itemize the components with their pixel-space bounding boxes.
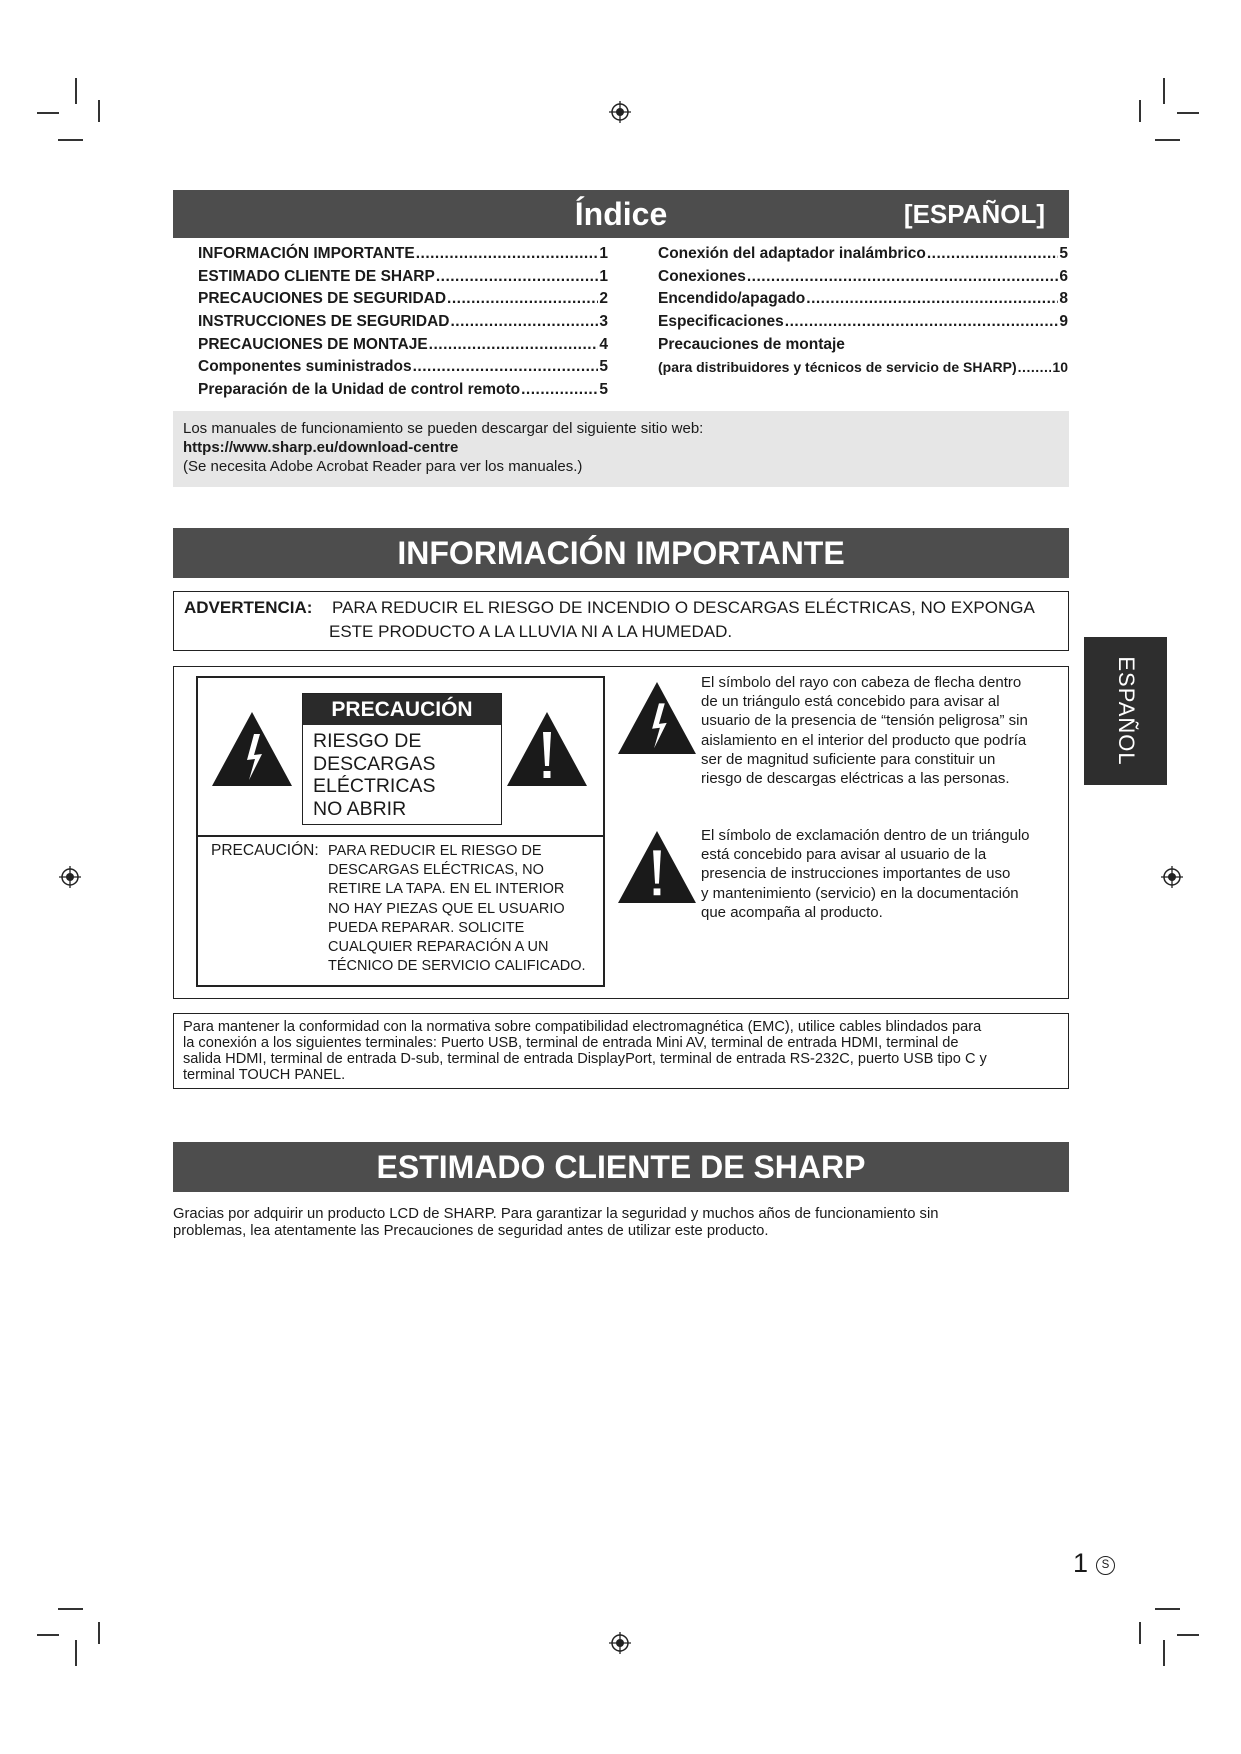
manuals-note-text: (Se necesita Adobe Acrobat Reader para ver los manuales.) xyxy=(183,458,583,475)
crop-mark xyxy=(75,78,77,104)
important-info-banner: INFORMACIÓN IMPORTANTE xyxy=(173,528,1069,578)
toc-item[interactable]: PRECAUCIONES DE MONTAJE ..... 4 xyxy=(198,334,608,357)
crop-mark xyxy=(37,112,59,114)
side-tab-label: ESPAÑOL xyxy=(1113,656,1139,766)
crop-mark xyxy=(1177,112,1199,114)
crop-mark xyxy=(1163,1640,1165,1666)
toc-item[interactable]: Encendido/apagado ..... 8 xyxy=(658,288,1068,311)
exclamation-symbol-icon xyxy=(616,829,698,905)
exclamation-description: El símbolo de exclamación dentro de un triángulo está concebido para avisar al usuario de la presencia de instrucciones importantes de uso y mantenimiento (servicio) en la documentación que acompaña al producto. xyxy=(701,827,1030,921)
crop-mark xyxy=(1177,1634,1199,1636)
warning-label: ADVERTENCIA: xyxy=(184,598,313,617)
page-suffix-badge: S xyxy=(1096,1556,1115,1575)
customer-text: Gracias por adquirir un producto LCD de SHARP. Para garantizar la seguridad y muchos años de funcionamiento sin problemas, lea atentamente las Precauciones de seguridad antes de utilizar este producto. xyxy=(173,1206,939,1239)
divider xyxy=(198,835,603,837)
toc-item[interactable]: Conexiones ..... 6 xyxy=(658,266,1068,289)
toc-item[interactable]: Conexión del adaptador inalámbrico ..... 5 xyxy=(658,243,1068,266)
lightning-description: El símbolo del rayo con cabeza de flecha dentro de un triángulo está concebido para avisar al usuario de la presencia de “tensión peligrosa” sin aislamiento en el interior del producto que podría ser de magnitud suficiente para constituir un riesgo de descargas eléctricas a las personas. xyxy=(701,674,1028,788)
crop-mark xyxy=(98,1622,100,1644)
toc-item[interactable]: ESTIMADO CLIENTE DE SHARP ..... 1 xyxy=(198,266,608,289)
toc-item[interactable]: Componentes suministrados ..... 5 xyxy=(198,356,608,379)
emc-box xyxy=(173,1013,1069,1089)
exclamation-warning-icon xyxy=(505,710,589,788)
registration-mark-icon xyxy=(1161,866,1183,888)
caution-label-text: PRECAUCIÓN: xyxy=(211,842,319,859)
download-link[interactable]: https://www.sharp.eu/download-centre xyxy=(183,439,459,456)
crop-mark xyxy=(1139,1622,1141,1644)
toc-item[interactable]: Especificaciones ..... 9 xyxy=(658,311,1068,334)
crop-mark xyxy=(58,1608,83,1610)
warning-text: ESTE PRODUCTO A LA LLUVIA NI A LA HUMEDAD. xyxy=(329,622,733,641)
manuals-note-text: Los manuales de funcionamiento se pueden descargar del siguiente sitio web: xyxy=(183,420,704,437)
manuals-note xyxy=(173,411,1069,487)
lightning-symbol-icon xyxy=(616,680,698,756)
crop-mark xyxy=(98,100,100,122)
caution-inner-box xyxy=(302,693,502,825)
language-side-tab xyxy=(1084,637,1167,785)
registration-mark-icon xyxy=(59,866,81,888)
caution-text: PARA REDUCIR EL RIESGO DE DESCARGAS ELÉCTRICAS, NO RETIRE LA TAPA. EN EL INTERIOR NO HAY PIEZAS QUE EL USUARIO PUEDA REPARAR. SOLICITE CUALQUIER REPARACIÓN A UN TÉCNICO DE SERVICIO CALIFICADO. xyxy=(328,843,586,975)
crop-mark xyxy=(1139,100,1141,122)
crop-mark xyxy=(1163,78,1165,104)
page-number: 1 xyxy=(1073,1548,1089,1578)
index-banner xyxy=(173,190,1069,238)
toc-left-column xyxy=(198,243,608,402)
crop-mark xyxy=(58,139,83,141)
lightning-warning-icon xyxy=(210,710,294,788)
toc-item[interactable]: (para distribuidores y técnicos de servicio de SHARP) ..... 10 xyxy=(658,356,1068,379)
toc-item[interactable]: INSTRUCCIONES DE SEGURIDAD ..... 3 xyxy=(198,311,608,334)
registration-mark-icon xyxy=(609,101,631,123)
emc-text: Para mantener la conformidad con la normativa sobre compatibilidad electromagnética (EMC), utilice cables blindados para la conexión a los siguientes terminales: Puerto USB, terminal de entrada Mini AV, terminal de entrada HDMI, terminal de salida HDMI, terminal de entrada D-sub, terminal de entrada DisplayPort, terminal de entrada RS-232C, puerto USB tipo C y terminal TOUCH PANEL. xyxy=(183,1019,987,1083)
caution-title: PRECAUCIÓN xyxy=(303,694,501,725)
toc-item[interactable]: Precauciones de montaje xyxy=(658,335,845,353)
registration-mark-icon xyxy=(609,1632,631,1654)
crop-mark xyxy=(1155,139,1180,141)
crop-mark xyxy=(75,1640,77,1666)
crop-mark xyxy=(1155,1608,1180,1610)
toc-item[interactable]: PRECAUCIONES DE SEGURIDAD ..... 2 xyxy=(198,288,608,311)
crop-mark xyxy=(37,1634,59,1636)
caution-lines: RIESGO DE DESCARGAS ELÉCTRICAS NO ABRIR xyxy=(313,730,436,820)
customer-banner: ESTIMADO CLIENTE DE SHARP xyxy=(173,1142,1069,1192)
language-label: [ESPAÑOL] xyxy=(903,199,1045,229)
index-title: Índice xyxy=(574,196,668,232)
toc-item[interactable]: Preparación de la Unidad de control remoto ..... 5 xyxy=(198,379,608,402)
toc-right-column xyxy=(658,243,1068,379)
toc-item[interactable]: INFORMACIÓN IMPORTANTE ..... 1 xyxy=(198,243,608,266)
warning-text: PARA REDUCIR EL RIESGO DE INCENDIO O DESCARGAS ELÉCTRICAS, NO EXPONGA xyxy=(332,598,1035,617)
warning-box xyxy=(173,591,1069,651)
